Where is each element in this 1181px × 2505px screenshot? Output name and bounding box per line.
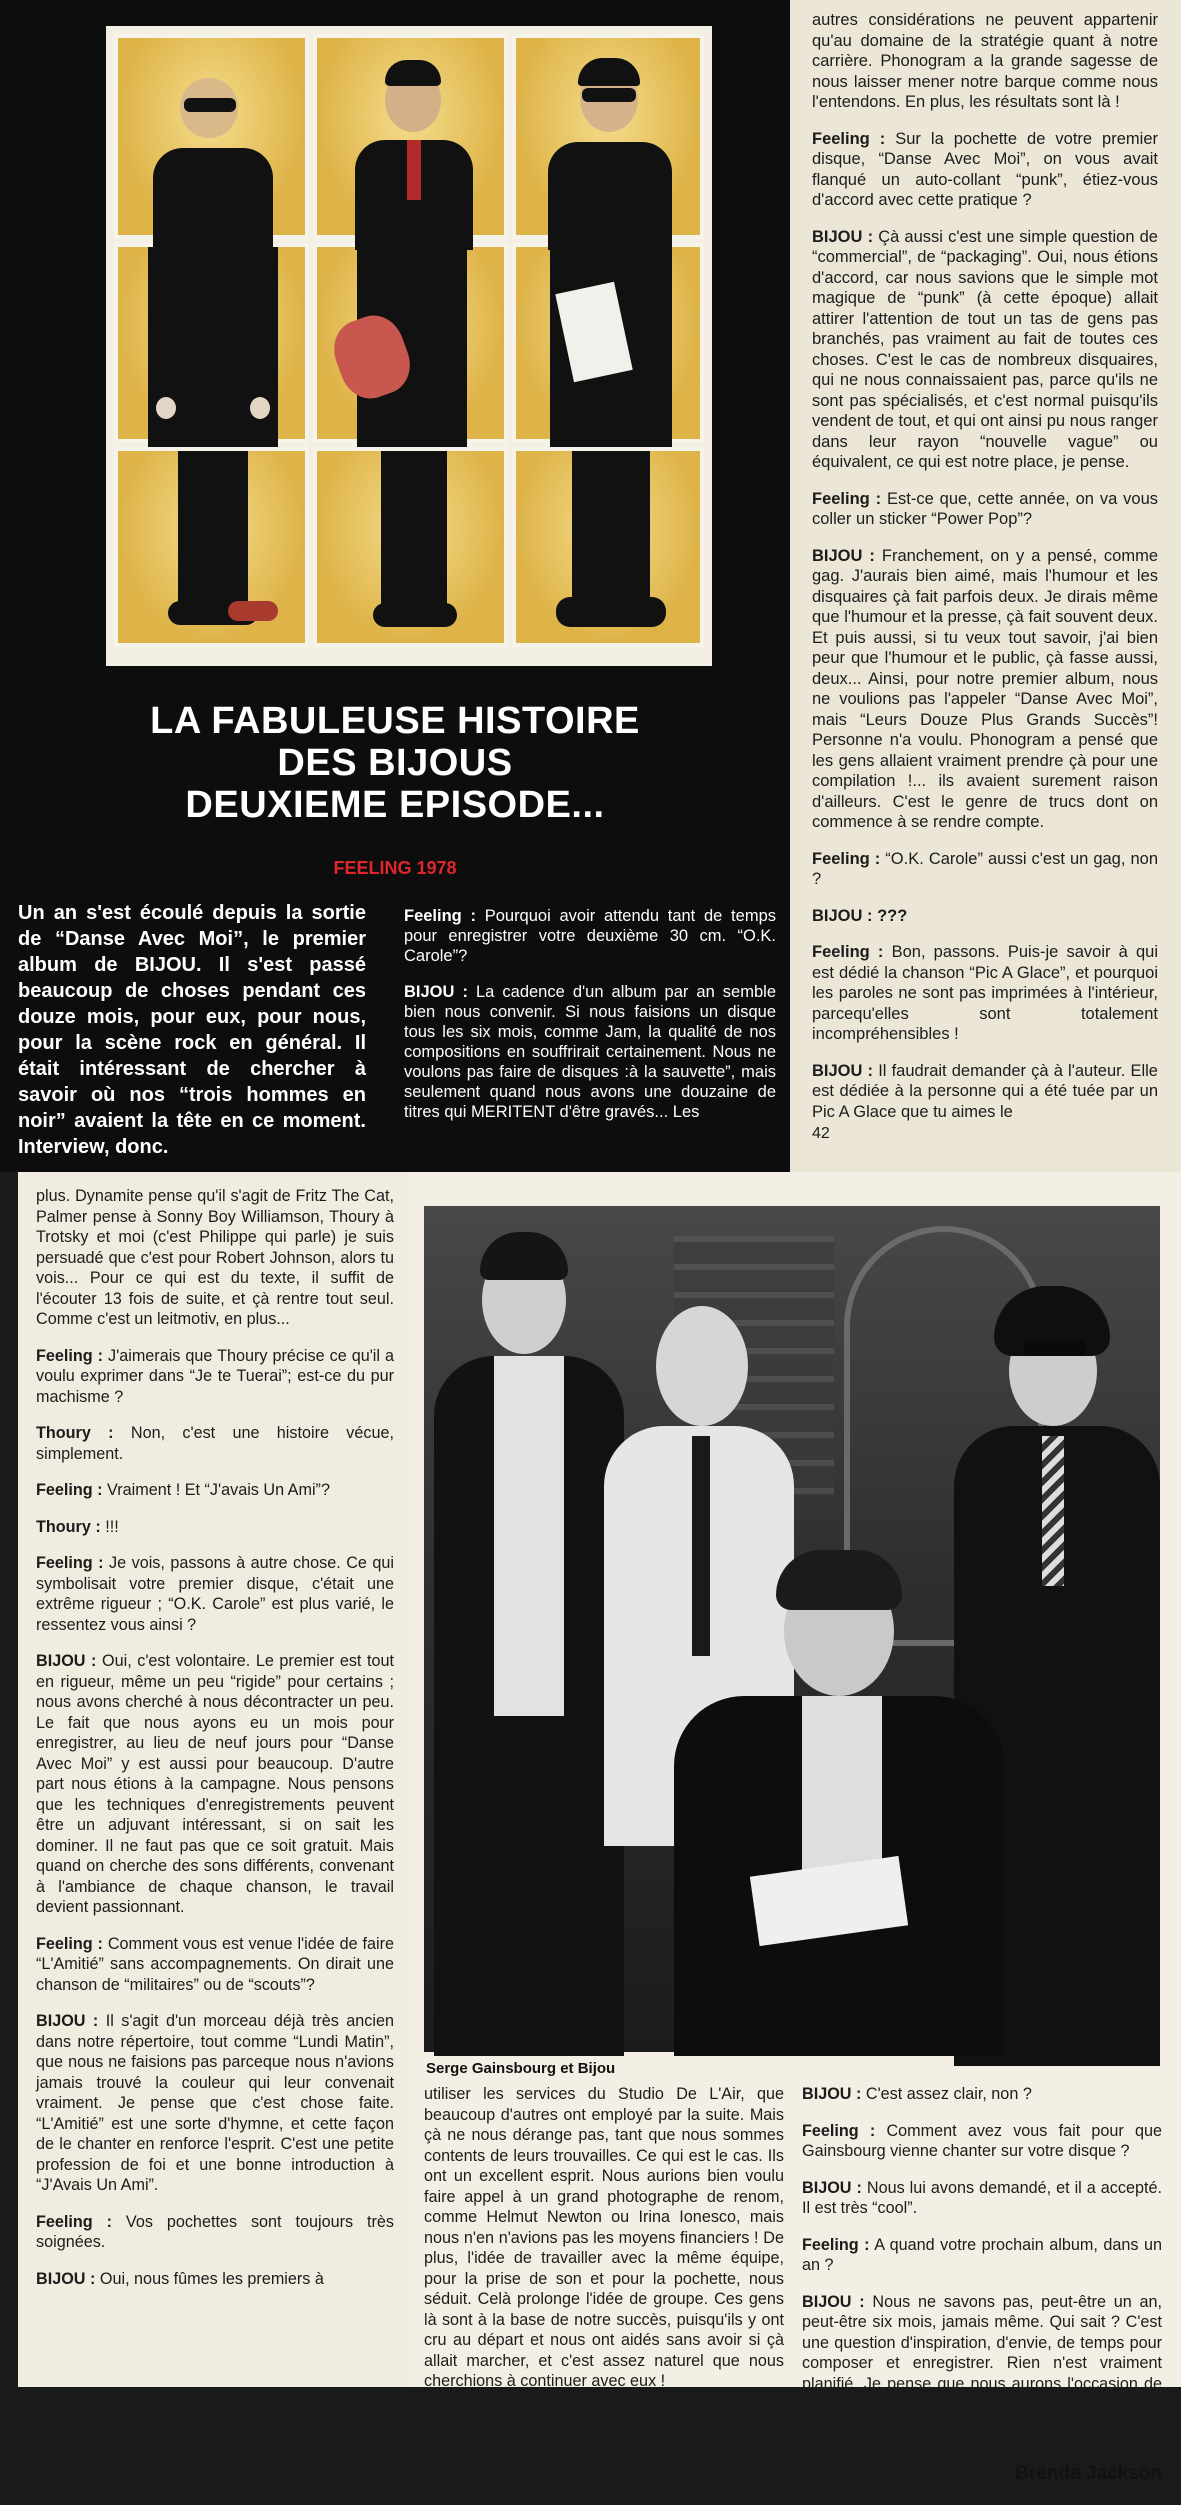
band-photo-with-gainsbourg [424,1206,1160,2052]
speaker-label: BIJOU : [802,2085,862,2103]
article-title [0,700,790,826]
question [424,2408,784,2470]
answer [802,2292,1162,2436]
answer [36,2011,394,2196]
answer [802,2178,1162,2219]
question-text: J'aimerais que Thoury précise ce qu'il a voulu exprimer dans “Je te Tuerai”; est-ce du pur machisme ? [36,1346,394,1406]
answer [812,906,1158,927]
answer-text: Nous ne savons pas, peut-être un an, peut-être six mois, jamais même. Qui sait ? C'est une question d'inspiration, d'envie, de temps pour composer et enregistrer. Rien n'est vraiment planifié. Je pense que nous aurons l'occasion de faire quelques 45 tours avant. Nous aimons beaucoup les 45 tours ! [802,2292,1162,2434]
speaker-label: Feeling : [812,943,884,961]
intro-paragraph: Un an s'est écoulé depuis la sortie de “Danse Avec Moi”, le premier album de BIJOU. Il s'est passé beaucoup de choses pendant ces douze mois, pour eux, pour nous, pour la scène rock en général. Il était intéressant de chercher à savoir où nos “trois hommes en noir” avaient la tête en ce moment. Interview, donc. [18,902,366,1158]
answer-text: !!! [100,1517,119,1536]
speaker-label: Feeling : [36,2212,112,2231]
speaker-label: Feeling : [36,1346,104,1365]
title-line-3: DEUXIEME EPISODE... [185,784,605,826]
title-line-2: DES BIJOUS [277,742,513,784]
interview-column-right [802,2084,1162,2505]
speaker-label: Feeling : [802,2121,876,2140]
answer-text: C'est assez clair, non ? [861,2085,1032,2103]
question-text: A quand votre prochain album, dans un an ? [802,2235,1162,2274]
speaker-label: Feeling : [812,129,886,148]
question [812,942,1158,1045]
question [802,2121,1162,2162]
interview-credit: Propos recueillis par [1017,2444,1162,2461]
speaker-label: BIJOU : [36,2269,96,2288]
answer-text: Oui, nous fûmes les premiers à [95,2269,324,2288]
answer-text: La cadence d'un album par an semble bien nous convenir. Si nous faisions un disque tous les six mois, comme Jam, la qualité de nos compositions en souffrirait certainement. Nous ne voulons pas faire de disques :à la sauvette”, mais seulement quand nous avons une douzaine de titres qui MERITENT d'être gravés... Les [404,983,776,1121]
answer-text: Çà aussi c'est une simple question de “commercial”, de “packaging”. Oui, nous étions d'accord, car nous savions que le simple mot magique de “punk” (à cette époque) allait attirer l'attention de tout un tas de gens pas branchés, pas vraiment au fait de toutes ces choses. C'est le cas de nombreux disquaires, qui ne nous connaissaient pas, parce qu'ils ne sont pas spécialisés, et c'est normal puisqu'ils vendent de tout, et qui ont ainsi pu nous ranger dans leur rayon “nouvelle vague” ou équivalent, ce qui est notre place, je pense. [812,227,1158,471]
answer [36,1517,394,1538]
question [404,906,776,966]
answer-text: Il s'agit d'un morceau déjà très ancien dans notre répertoire, tout comme “Lundi Matin”, que nous ne faisions pas parceque nous n'avions jamais trouvé la couleur qui leur convenait vraiment. Je pense que c'est chose faite. “L'Amitié” est une sorte d'hymne, et cette façon de le chanter en renforce l'esprit. C'est une petite profession de foi et une bonne introduction à “J'Avais Un Ami”. [36,2012,394,2194]
answer [36,2269,394,2290]
speaker-label: BIJOU : [36,2012,99,2030]
question-text: Vos pochettes sont toujours très soignées. [36,2212,394,2251]
author-name: Brenda Jackson [1015,2462,1162,2484]
page-43-left-column [18,1172,408,2387]
page-43-right-section [408,1172,1181,2502]
question-text: Est-ce que, cette année, on va vous coller un sticker “Power Pop”? [812,489,1158,528]
speaker-label: Feeling : [36,1481,103,1499]
interview-column-top [404,906,776,1138]
photo-tile [114,243,309,443]
speaker-label: BIJOU : [36,1652,97,1670]
photo-tile [313,243,508,443]
speaker-label: Feeling : [424,2408,491,2427]
answer [812,546,1158,833]
speaker-label: Thoury : [36,1517,101,1536]
answer-text: Franchement, on y a pensé, comme gag. J'aurais bien aimé, mais l'humour et les disquaires çà fait parfois deux. Je dirais même que l'humour et la presse, çà fait souvent deux. Et puis aussi, si tu veux tout savoir, j'ai bien peur que l'humour et le public, çà fasse aussi, deux... Ainsi, pour notre premier album, nous ne voulions pas l'appeler “Danse Avec Moi”, mais “Leurs Douze Plus Grands Succès”! Personne n'a voulu. Phonogram a pensé que les gens allaient vraiment prendre çà pour une compilation !... ils avaient surement raison d'ailleurs. C'est le genre de trucs dont on commence à se rendre compte. [812,546,1158,831]
question-text: “O.K. Carole” aussi c'est un gag, non ? [812,849,1158,888]
photo-tile [313,34,508,239]
answer [802,2084,1162,2105]
question-text: Que signifie la petite phrase “Toutes Les Filles S'appellent Carole” qui figure à l'intérieur de la pochette ? [424,2408,785,2468]
speaker-label: Feeling : [36,1934,103,1953]
question [36,1553,394,1635]
answer-text: Non, c'est une histoire vécue, simplement. [36,1424,394,1463]
speaker-label: Feeling : [802,2235,870,2254]
answer [36,1423,394,1464]
speaker-label: BIJOU : [812,546,875,565]
answer [812,1061,1158,1123]
interview-column [36,1186,394,2305]
title-line-1: LA FABULEUSE HISTOIRE [150,700,640,742]
speaker-label: Thoury : [36,1424,114,1442]
question-text: Vraiment ! Et “J'avais Un Ami”? [102,1481,330,1499]
question [802,2235,1162,2276]
answer-text: Oui, c'est volontaire. Le premier est tout en rigueur, même un peu “rigide” pour certains ; nous avons cherché à nous décontracter un peu. Le fait que nous ayons eu un mois pour enregistrer, au lieu de neuf jours pour “Danse Avec Moi” y est aussi pour beaucoup. D'autre part nous étions à la campagne. Nous pensons que les techniques d'enregistrements peuvent être un adjuvant intéressant, si on sait les dominer. Il ne faut pas que ce soit gratuit. Mais quand on cherche des sons différents, convenant à l'ambiance de chaque chanson, le travail devient passionnant. [36,1652,394,1916]
photo-tile [512,447,704,647]
question-text: Bon, passons. Puis-je savoir à qui est dédié la chanson “Pic A Glace”, et pourquoi les paroles ne sont pas imprimées à l'intérieur, parcequ'elles sont totalement incompréhensibles ! [812,943,1158,1043]
photo-caption: Serge Gainsbourg et Bijou [426,2060,616,2077]
speaker-label: BIJOU : [802,2178,862,2197]
continued-text: utiliser les services du Studio De L'Air, que beaucoup d'autres ont employé par la suite. Mais çà ne nous dérange pas, tant que nous sommes contents de leurs trouvailles. Ce qui est le cas. Ils ont un excellent esprit. Nous aurions bien voulu faire appel à un grand photographe de renom, comme Helmut Newton ou Irina Ionesco, mais nous n'en n'avions pas les moyens financiers ! De plus, l'idée de travailler avec la même équipe, pour la prise de son et pour la pochette, nous séduit. Celà prolonge l'idée de groupe. Ces gens là sont à la base de notre succès, puisqu'ils y ont cru au départ et nous ont aidés sans avoir si çà allait marcher, et c'est assez naturel que nous cherchions à continuer avec eux ! [424,2085,784,2390]
continued-text: plus. Dynamite pense qu'il s'agit de Fritz The Cat, Palmer pense à Sonny Boy Williamson, Thoury à Trotsky et moi (c'est Philippe qui parle) je suis persuadé que c'est pour Robert Johnson, alors tu vois... Pour ce qui est du texte, il suffit de l'écouter 13 fois de suite, et çà rentre tout seul. Comme c'est un leitmotiv, en plus... [36,1187,394,1328]
interview-column-left [424,2084,784,2485]
photo-tile [512,34,704,239]
speaker-label: BIJOU : ??? [812,906,908,925]
interview-column-right [812,10,1158,1145]
photo-tile [114,34,309,239]
question [36,2212,394,2253]
photo-booth-grid [106,26,712,666]
answer [812,227,1158,473]
photo-tile [512,243,704,443]
speaker-label: Feeling : [404,907,476,925]
speaker-label: BIJOU : [812,227,874,246]
speaker-label: BIJOU : [802,2292,865,2311]
question [36,1934,394,1996]
answer [404,982,776,1122]
question-text: Comment avez vous fait pour que Gainsbourg vienne chanter sur votre disque ? [802,2121,1162,2160]
question [812,489,1158,530]
speaker-label: BIJOU : [404,983,468,1001]
speaker-label: Feeling : [812,489,882,508]
speaker-label: BIJOU : [812,1061,874,1080]
photo-tile [313,447,508,647]
page-42-right-column [790,0,1181,1172]
question-text: Sur la pochette de votre premier disque, “Danse Avec Moi”, on vous avait flanqué un auto-collant “punk”, étiez-vous d'accord avec cette pratique ? [812,129,1158,209]
page-42-dark-section [0,0,790,1172]
page-number: 43 [1144,2485,1162,2502]
answer-text: Nous lui avons demandé, et il a accepté. Il est très “cool”. [802,2178,1162,2217]
photo-tile [114,447,309,647]
question [812,129,1158,211]
question-text: Comment vous est venue l'idée de faire “L'Amitié” sans accompagnements. On dirait une chanson de “militaires” ou de “scouts”? [36,1934,394,1994]
speaker-label: Feeling : [36,1554,104,1572]
source-label: FEELING 1978 [333,858,457,878]
answer-text: Il faudrait demander çà à l'auteur. Elle est dédiée à la personne qui a été tuée par un Pic A Glace que tu aimes le [812,1061,1158,1121]
question-text: Je vois, passons à autre chose. Ce qui symbolisait votre premier disque, c'était une extrême rigueur ; “O.K. Carole” est plus varié, le ressentez vous ainsi ? [36,1554,394,1634]
speaker-label: Feeling : [812,849,881,868]
answer [36,1651,394,1918]
question [36,1480,394,1501]
page-number: 42 [812,1125,830,1142]
question [812,849,1158,890]
question-text: Pourquoi avoir attendu tant de temps pour enregistrer votre deuxième 30 cm. “O.K. Carole”? [404,907,776,965]
continued-text: autres considérations ne peuvent appartenir qu'au domaine de la stratégie quant à notre carrière. Phonogram a la grande sagesse de nous laisser mener notre barque comme nous l'entendons. En plus, les résultats sont là ! [812,11,1158,111]
question [36,1346,394,1408]
